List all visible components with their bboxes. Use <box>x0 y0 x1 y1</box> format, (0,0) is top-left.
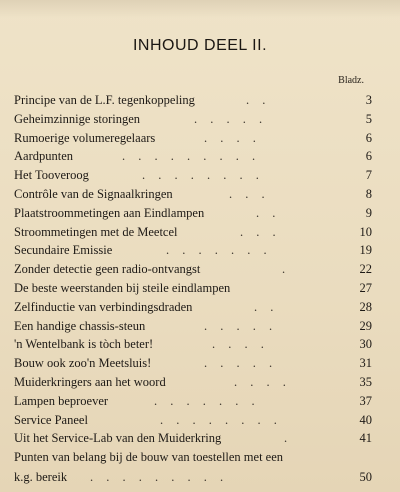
toc-entry <box>14 354 372 373</box>
toc-leader-dots: . <box>282 262 291 277</box>
toc-entry-title-line1: Punten van belang bij de bouw van toestellen met een <box>14 450 284 465</box>
toc-entry <box>14 91 372 110</box>
toc-entry-page: 5 <box>365 111 372 126</box>
toc-entry-title: Service Paneel <box>14 412 88 427</box>
toc-entry-page: 28 <box>359 299 372 314</box>
toc-entry-title: Contrôle van de Signaalkringen <box>14 186 173 201</box>
toc-entry-title: Secundaire Emissie <box>14 243 113 258</box>
toc-entry <box>14 392 372 411</box>
toc-entry-title: Principe van de L.F. tegenkoppeling <box>14 93 195 107</box>
toc-entry-page: 3 <box>365 93 372 107</box>
toc-leader-dots: . . . . <box>204 130 261 145</box>
toc-entry <box>14 373 372 392</box>
toc-entry-title: Geheimzinnige storingen <box>14 111 141 126</box>
toc-entry-title: Zonder detectie geen radio-ontvangst <box>14 262 201 277</box>
toc-entry-title: Muiderkringers aan het woord <box>14 374 166 389</box>
toc-entry <box>14 204 372 223</box>
toc-entry-page: 30 <box>359 337 372 352</box>
toc-entry-page: 31 <box>359 356 372 371</box>
toc-entry-title: Aardpunten <box>14 149 74 164</box>
toc-entry-title-line2: k.g. bereik <box>14 470 68 485</box>
toc-entry-title: Zelfinductie van verbindingsdraden <box>14 299 193 314</box>
toc-entry-page: 6 <box>365 130 372 145</box>
toc-entry-title: Bouw ook zoo'n Meetsluis! <box>14 356 152 371</box>
toc-leader-dots: . . <box>254 299 279 314</box>
toc-entry <box>14 279 372 298</box>
toc-entry-page: 19 <box>359 243 372 258</box>
toc-leader-dots: . . . . . . . . . <box>122 149 261 164</box>
toc-entry-page: 22 <box>359 262 372 277</box>
toc-entry <box>14 185 372 204</box>
toc-leader-dots: . . . . . . . <box>166 243 272 258</box>
toc-entry-page: 6 <box>365 149 372 164</box>
toc-entry <box>14 411 372 430</box>
toc-entry-title: Stroommetingen met de Meetcel <box>14 224 178 239</box>
toc-entry <box>14 260 372 279</box>
toc-entry-page: 8 <box>365 186 372 201</box>
toc-entry <box>14 223 372 242</box>
toc-leader-dots: . . . . <box>212 337 269 352</box>
toc-entry-page: 29 <box>359 318 372 333</box>
toc-entry <box>14 317 372 336</box>
toc-entry <box>14 147 372 166</box>
page-title: INHOUD DEEL II. <box>132 37 268 54</box>
toc-entry-page: 35 <box>359 374 372 389</box>
table-of-contents <box>14 91 372 488</box>
page-column-header: Bladz. <box>338 75 364 86</box>
toc-entry-title: Plaatstroommetingen aan Eindlampen <box>14 205 205 220</box>
toc-entry-page: 27 <box>359 280 372 295</box>
toc-entry <box>14 241 372 260</box>
toc-leader-dots: . . . . . <box>194 111 268 126</box>
toc-leader-dots: . . . . . . . . . <box>90 470 229 485</box>
toc-entry <box>14 429 372 448</box>
toc-entry-title: De beste weerstanden bij steile eindlampen <box>14 280 231 295</box>
toc-entry-page: 10 <box>359 224 372 239</box>
toc-leader-dots: . . . . . . . . <box>160 412 282 427</box>
toc-entry-page: 37 <box>359 393 372 408</box>
toc-leader-dots: . . <box>256 205 281 220</box>
toc-entry-page: 9 <box>365 205 372 220</box>
page-edge-shadow <box>0 0 400 18</box>
toc-leader-dots: . . . <box>229 186 270 201</box>
toc-entry <box>14 298 372 317</box>
toc-leader-dots: . . . . . <box>204 356 278 371</box>
toc-entry-title: Een handige chassis-steun <box>14 318 146 333</box>
toc-entry-page: 7 <box>365 168 372 183</box>
toc-entry <box>14 166 372 185</box>
toc-entry-title: Rumoerige volumeregelaars <box>14 130 156 145</box>
toc-entry-page: 40 <box>359 412 372 427</box>
toc-entry-page: 41 <box>359 431 372 446</box>
toc-entry-title: Lampen beproever <box>14 393 109 408</box>
toc-entry-page: 50 <box>359 470 372 485</box>
toc-leader-dots: . . . . . . . . <box>142 168 264 183</box>
toc-leader-dots: . . <box>246 93 271 107</box>
toc-entry <box>14 110 372 129</box>
toc-entry-title: 'n Wentelbank is tòch beter! <box>14 337 154 352</box>
toc-leader-dots: . . . . <box>234 374 291 389</box>
toc-entry <box>14 335 372 354</box>
toc-leader-dots: . <box>284 431 293 446</box>
toc-entry-title: Het Tooveroog <box>14 168 89 183</box>
toc-entry <box>14 129 372 148</box>
toc-entry-title: Uit het Service-Lab van den Muiderkring <box>14 431 222 446</box>
toc-leader-dots: . . . . . <box>204 318 278 333</box>
toc-entry-multiline <box>14 448 372 488</box>
toc-leader-dots: . . . <box>240 224 281 239</box>
toc-leader-dots: . . . . . . . <box>154 393 260 408</box>
